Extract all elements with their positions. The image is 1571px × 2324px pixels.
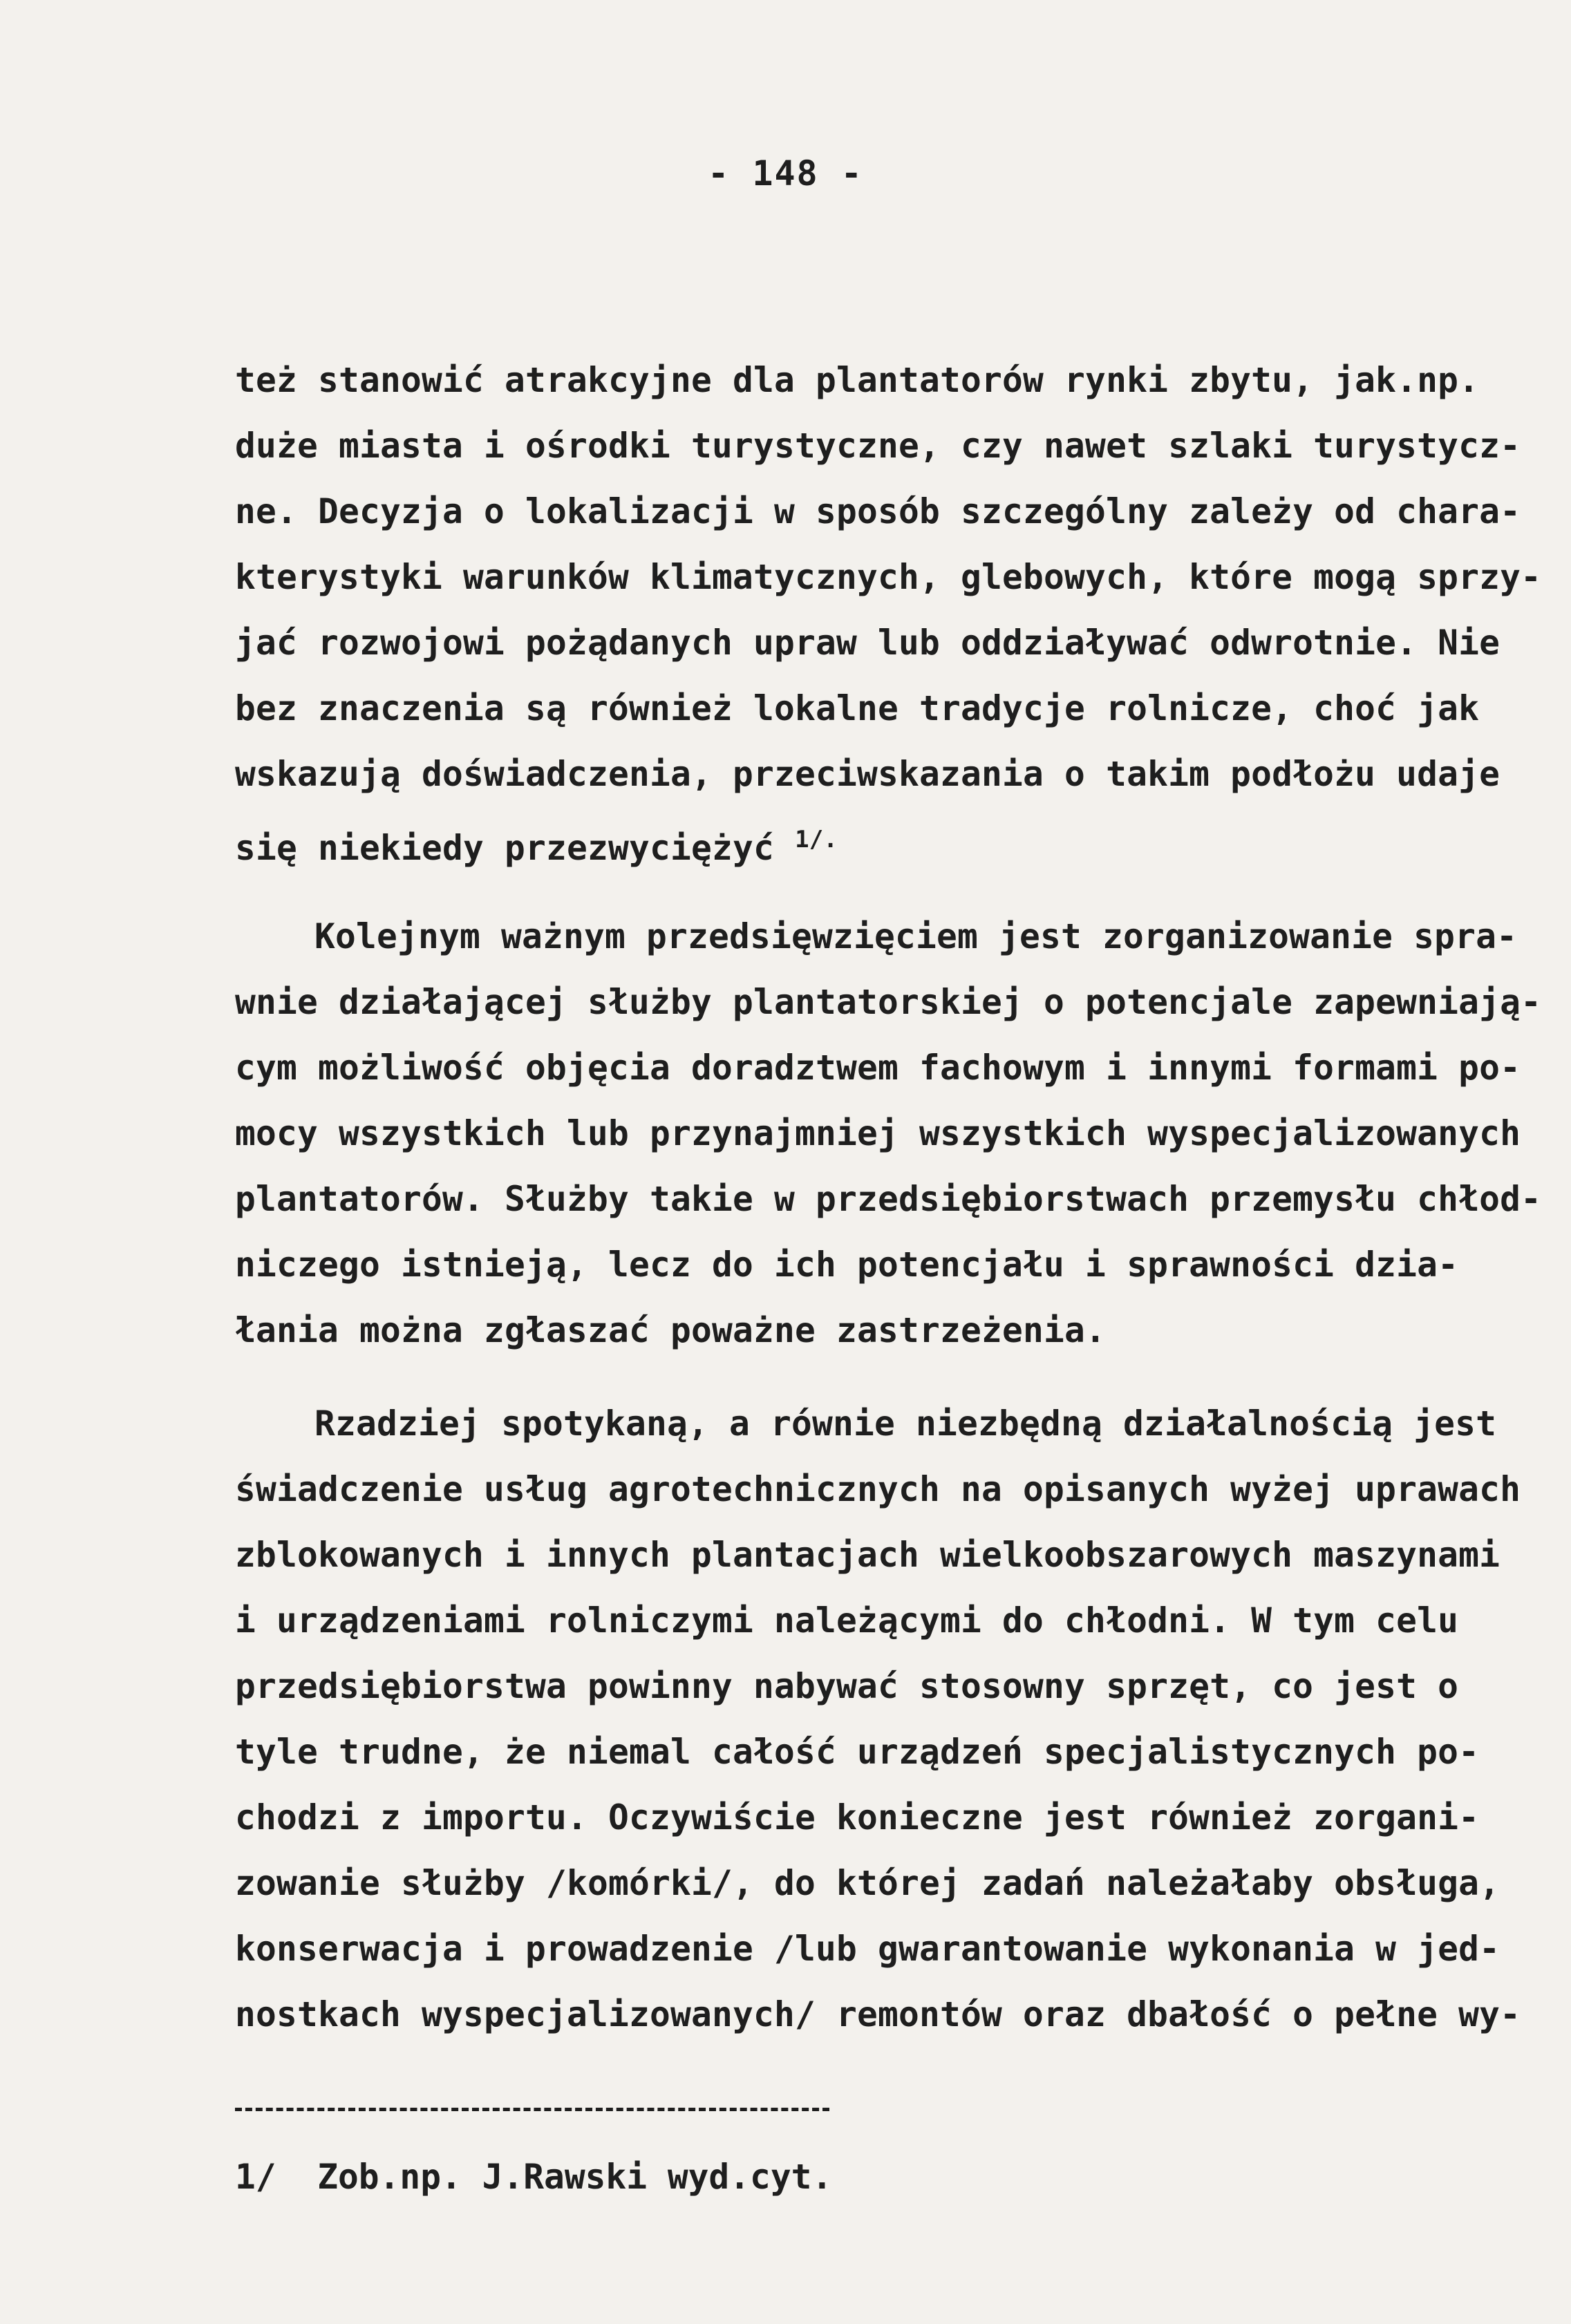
text-line-with-footnote [235,819,838,869]
text-line: wnie działającej służby plantatorskiej o potencjale zapewniają- [235,982,1542,1022]
text-line: zblokowanych i innych plantacjach wielkoobszarowych maszynami [235,1535,1501,1575]
text-line: ne. Decyzja o lokalizacji w sposób szczególny zależy od chara- [235,491,1521,531]
text-line: i urządzeniami rolniczymi należącymi do chłodni. W tym celu [235,1600,1459,1641]
text-line: plantatorów. Służby takie w przedsiębiorstwach przemysłu chłod- [235,1179,1542,1219]
text-line: chodzi z importu. Oczywiście konieczne jest również zorgani- [235,1797,1480,1838]
text-line: się niekiedy przezwyciężyć [235,828,775,868]
text-line: mocy wszystkich lub przynajmniej wszystkich wyspecjalizowanych [235,1113,1521,1153]
page-number: - 148 - [708,153,863,193]
text-line: cym możliwość objęcia doradztwem fachowym i innymi formami po- [235,1048,1521,1088]
text-line: świadczenie usług agrotechnicznych na opisanych wyżej uprawach [235,1469,1521,1509]
paragraph-start-line: Kolejnym ważnym przedsięwzięciem jest zorganizowanie spra- [314,916,1518,956]
footnote-separator [235,2108,829,2111]
text-line: też stanowić atrakcyjne dla plantatorów rynki zbytu, jak.np. [235,360,1480,400]
paragraph-start-line: Rzadziej spotykaną, a równie niezbędną działalnością jest [314,1404,1497,1444]
text-line: łania można zgłaszać poważne zastrzeżenia. [235,1310,1107,1350]
text-line: wskazują doświadczenia, przeciwskazania o takim podłożu udaje [235,754,1501,794]
text-line: przedsiębiorstwa powinny nabywać stosowny sprzęt, co jest o [235,1666,1459,1706]
text-line: tyle trudne, że niemal całość urządzeń specjalistycznych po- [235,1732,1480,1772]
text-line: konserwacja i prowadzenie /lub gwarantowanie wykonania w jed- [235,1929,1501,1969]
footnote-reference: 1/. [795,826,838,853]
text-line: jać rozwojowi pożądanych upraw lub oddziaływać odwrotnie. Nie [235,623,1501,663]
text-line: zowanie służby /komórki/, do której zadań należałaby obsługa, [235,1863,1501,1903]
text-line: duże miasta i ośrodki turystyczne, czy nawet szlaki turystycz- [235,426,1521,466]
text-line: niczego istnieją, lecz do ich potencjału i sprawności dzia- [235,1245,1459,1285]
text-line: bez znaczenia są również lokalne tradycje rolnicze, choć jak [235,688,1480,728]
text-line: nostkach wyspecjalizowanych/ remontów oraz dbałość o pełne wy- [235,1994,1521,2034]
footnote: 1/ Zob.np. J.Rawski wyd.cyt. [235,2157,833,2197]
text-line: kterystyki warunków klimatycznych, glebowych, które mogą sprzy- [235,557,1542,597]
